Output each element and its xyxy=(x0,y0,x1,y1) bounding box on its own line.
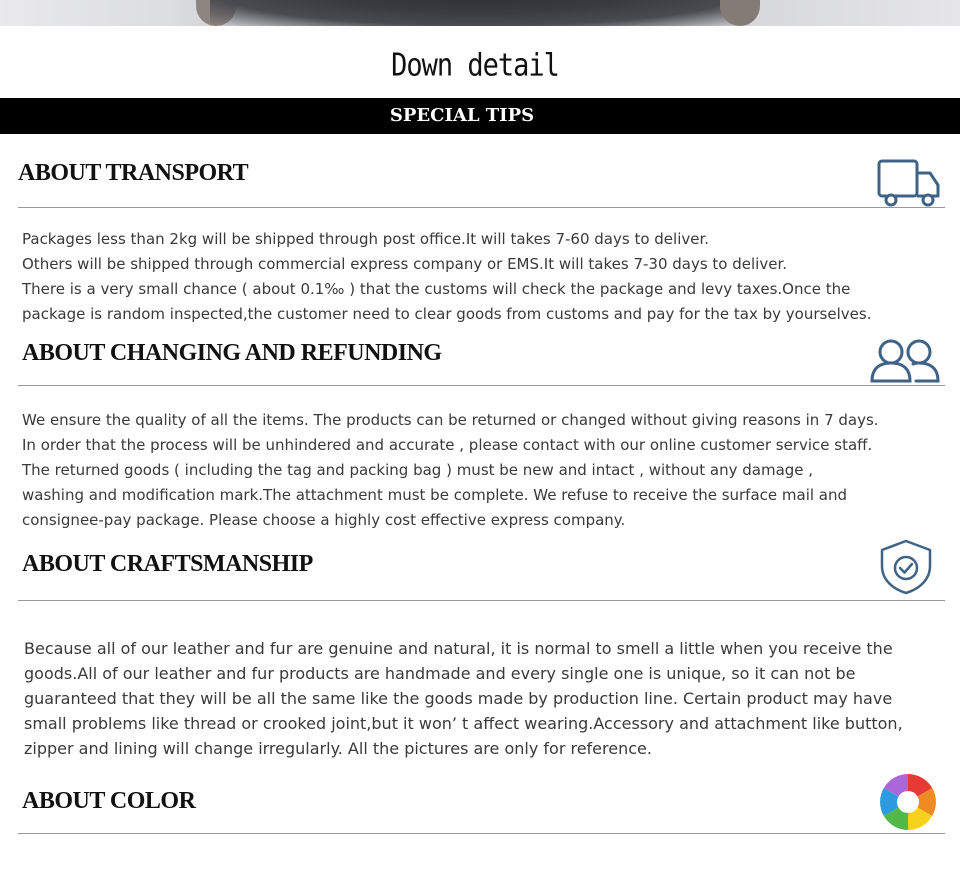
section-divider xyxy=(18,833,945,834)
text-line: There is a very small chance ( about 0.1‰ ) that the customs will check the package and levy taxes.Once the xyxy=(22,280,851,298)
text-line: In order that the process will be unhindered and accurate , please contact with our online customer service staff. xyxy=(22,436,873,454)
section-title-color: ABOUT COLOR xyxy=(22,788,196,814)
section-title-refunding: ABOUT CHANGING AND REFUNDING xyxy=(22,340,442,366)
section-divider xyxy=(18,207,945,208)
text-line: small problems like thread or crooked joint,but it won’ t affect wearing.Accessory and attachment like button, xyxy=(24,714,903,733)
text-line: guaranteed that they will be all the same like the goods made by production line. Certain product may have xyxy=(24,689,893,708)
special-tips-title: SPECIAL TIPS xyxy=(389,105,535,126)
transport-text xyxy=(22,227,871,327)
detail-title: Down detail xyxy=(391,47,559,84)
color-wheel-icon xyxy=(878,774,938,830)
refunding-text xyxy=(22,408,879,533)
text-line: Because all of our leather and fur are genuine and natural, it is normal to smell a little when you receive the xyxy=(24,639,893,658)
section-title-craftsmanship: ABOUT CRAFTSMANSHIP xyxy=(22,551,313,577)
section-title-transport: ABOUT TRANSPORT xyxy=(18,160,249,186)
craftsmanship-text xyxy=(24,636,903,761)
text-line: consignee-pay package. Please choose a highly cost effective express company. xyxy=(22,511,626,529)
product-photo-crop xyxy=(0,0,960,26)
text-line: washing and modification mark.The attachment must be complete. We refuse to receive the surface mail and xyxy=(22,486,848,504)
text-line: The returned goods ( including the tag and packing bag ) must be new and intact , without any damage , xyxy=(22,461,814,479)
section-divider xyxy=(18,600,945,601)
section-divider xyxy=(18,385,945,386)
shield-check-icon xyxy=(879,538,933,596)
text-line: zipper and lining will change irregularly. All the pictures are only for reference. xyxy=(24,739,652,758)
text-line: goods.All of our leather and fur products are handmade and every single one is unique, so it can not be xyxy=(24,664,856,683)
special-tips-bar xyxy=(0,96,960,134)
text-line: We ensure the quality of all the items. The products can be returned or changed without giving reasons in 7 days. xyxy=(22,411,879,429)
text-line: Others will be shipped through commercial express company or EMS.It will takes 7-30 days to deliver. xyxy=(22,255,787,273)
truck-icon xyxy=(876,158,942,208)
photo-fur-coat xyxy=(210,0,750,26)
text-line: Packages less than 2kg will be shipped through post office.It will takes 7-60 days to deliver. xyxy=(22,230,710,248)
text-line: package is random inspected,the customer need to clear goods from customs and pay for the tax by yourselves. xyxy=(22,305,872,323)
users-icon xyxy=(869,338,943,384)
